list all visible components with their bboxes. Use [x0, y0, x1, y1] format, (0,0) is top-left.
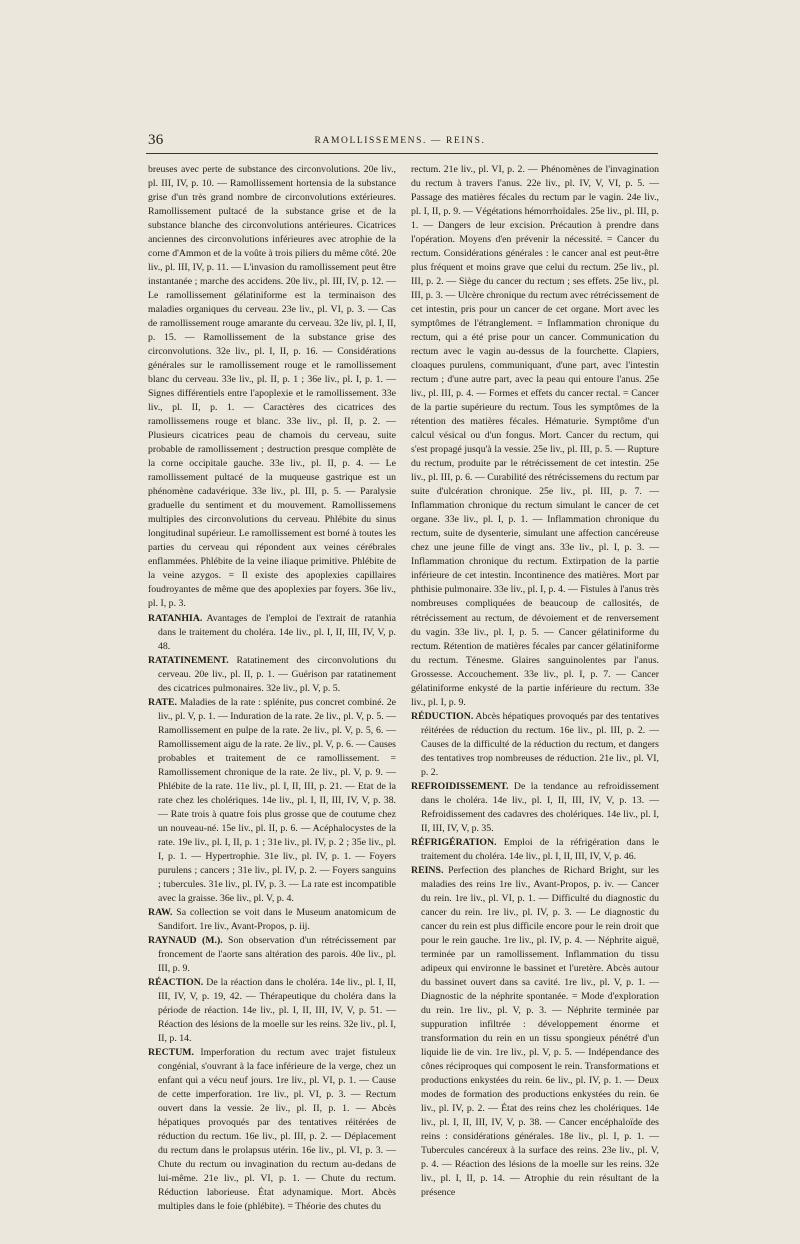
entry-raw — [148, 906, 396, 934]
page-number: 36 — [148, 132, 164, 148]
entry-head: RAYNAUD (M.). — [148, 934, 223, 946]
entry-head: RECTUM. — [148, 1046, 194, 1058]
entry-text: Abcès hépatiques provoqués par des tentatives réitérées de réduction du rectum. 16e liv., pl. III, p. 2. — Causes de la difficulté de la réduction du rectum, et dangers des tentatives trop nombreuses de réduction. 21e liv., pl. VI, p. 2. — [421, 710, 659, 778]
entry-text: breuses avec perte de substance des circonvolutions. 20e liv., pl. III, IV, p. 10. — Ramollissement hortensia de la substance grise d'un très grand nombre de circonvolutions extérieures. Ramollissement pultacé de la substance grise et de la substance blanche des circonvolutions antérieures. Cicatrices anciennes des circonvolutions inférieures avec atrophie de la corne d'Ammon et de la voûte à trois piliers du même côté. 20e liv., pl. III, IV, p. 11. — L'invasion du ramollissement peut être instantanée ; marche des accidens. 20e liv., pl. III, IV, p. 12. — Le ramollissement gélatiniforme est la terminaison des maladies organiques du cerveau. 23e liv., pl. VI, p. 3. — Cas de ramollissement rouge amarante du cerveau. 32e liv, pl. I, II, p. 15. — Ramollissement de la substance grise des circonvolutions. 32e liv., pl. I, II, p. 16. — Considérations générales sur le ramollissement rouge et le ramollissement blanc du cerveau. 33e liv., pl. II, p. 1 ; 36e liv., pl. I, p. 1. — Signes différentiels entre l'apoplexie et le ramollissement. 33e liv., pl. II, p. 1. — Caractères des cicatrices des ramollissemens rouge et blanc. 33e liv., pl. II, p. 2. — Plusieurs cicatrices peau de chamois du cerveau, suite probable de ramollissement ; destruction presque complète de la corne occipitale gauche. 33e liv., pl. II, p. 4. — Le ramollissement pultacé de la muqueuse gastrique est un phénomène cadavérique. 33e liv., pl. III, p. 5. — Paralysie graduelle du sentiment et du mouvement. Ramollissemens multiples des circonvolutions du cerveau. Phlébite du sinus longitudinal supérieur. Le ramollissement est borné à toutes les parties du cerveau qui répondent aux veines cérébrales enflammées. Phlébite de la veine iliaque primitive. Phlébite de la veine azygos. = Il existe des apoplexies capillaires foudroyantes de même que des apoplexies par foyers. 36e liv., pl. I, p. 3. — [148, 164, 396, 610]
entry-reduction — [411, 710, 659, 780]
entry-refroidissement — [411, 780, 659, 836]
entry-head: RAW. — [148, 906, 173, 918]
entry-head: REFROIDISSEMENT. — [411, 780, 509, 792]
entry-text: De la tendance au refroidissement dans le choléra. 14e liv., pl. I, II, III, IV, V, p. 13. — Refroidissement des cadavres des cholériques. 14e liv., pl. I, II, III, IV, V, p. 35. — [421, 780, 659, 834]
entry-ratanhia — [148, 612, 396, 654]
entry-text: Ratatinement des circonvolutions du cerveau. 20e liv., pl. II, p. 1. — Guérison par ratatinement des cicatrices pulmonaires. 32e liv., pl. V, p. 5. — [158, 654, 396, 694]
entry-head: RÉDUCTION. — [411, 710, 474, 722]
entry-text: Sa collection se voit dans le Museum anatomicum de Sandifort. 1re liv., Avant-Propos, p. iij. — [158, 906, 396, 932]
entry-continuation — [148, 163, 396, 612]
entry-raynaud — [148, 934, 396, 976]
entry-text: De la réaction dans le choléra. 14e liv., pl. I, II, III, IV, V, p. 19, 42. — Thérapeutique du choléra dans la période de réaction. 14e liv., pl. I, II, III, IV, V, p. 51. — Réaction des lésions de la moelle sur les reins. 32e liv., pl. I, II, p. 14. — [158, 976, 396, 1044]
entry-continuation — [411, 163, 659, 710]
entry-head: RATE. — [148, 696, 177, 708]
entry-reaction — [148, 976, 396, 1046]
entry-text: Avantages de l'emploi de l'extrait de ratanhia dans le traitement du choléra. 14e liv., pl. I, II, III, IV, V, p. 48. — [158, 612, 396, 652]
entry-text: Maladies de la rate : splénite, pus concret combiné. 2e liv., pl. V, p. 1. — Induration de la rate. 2e liv., pl. V, p. 5. — Ramollissement en pulpe de la rate. 2e liv., pl. V, p. 5, 6. — Ramollissement aigu de la rate. 2e liv., pl. V, p. 6. — Causes probables et traitement de ce ramollissement. = Ramollissement chronique de la rate. 2e liv., pl. V, p. 9. — Phlébite de la rate. 11e liv., pl. I, II, III, p. 21. — Etat de la rate chez les cholériques. 14e liv., pl. I, II, III, IV, V, p. 38. — Rate trois à quatre fois plus grosse que de coutume chez un nouveau-né. 15e liv., pl. II, p. 6. — Acéphalocystes de la rate. 19e liv., pl. I, II, p. 1 ; 31e liv., pl. IV, p. 2 ; 35e liv., pl. I, p. 1. — Hypertrophie. 31e liv., pl. IV, p. 1. — Foyers purulens ; cancers ; 31e liv., pl. IV, p. 2. — Foyers sanguins ; tubercules. 31e liv., pl. IV, p. 3. — La rate est incompatible avec la graisse. 36e liv., pl. V, p. 4. — [158, 696, 396, 904]
entry-text: Perfection des planches de Richard Bright, sur les maladies des reins 1re liv., Avant-Propos, p. iv. — Cancer du rein. 1re liv., pl. VI, p. 1. — Difficulté du diagnostic du cancer du rein. 1re liv., pl. IV, p. 3. — Le diagnostic du cancer du rein est plus difficile encore pour le rein droit que pour le rein gauche. 1re liv., pl. IV, p. 4. — Néphrite aiguë, terminée par un ramollissement. Inflammation du tissu adipeux qui environne le bassinet et l'uretère. Abcès autour du bassinet ouvert dans sa cavité. 1re liv., pl. V, p. 1. — Diagnostic de la néphrite spontanée. = Mode d'exploration du rein. 1re liv., pl. V, p. 3. — Néphrite terminée par suppuration infiltrée : développement énorme et transformation du rein en un tissu spongieux pénétré d'un liquide lie de vin. 1re liv., pl. V, p. 5. — Indépendance des cônes réciproques qui composent le rein. Transformations et productions enkystées du rein. 6e liv., pl. IV, p. 1. — Deux modes de formation des productions enkystées du rein. 6e liv., pl. IV, p. 2. — État des reins chez les cholériques. 14e liv., pl. I, II, III, IV, V, p. 38. — Cancer encéphaloïde des reins : considérations générales. 18e liv., pl. I, p. 1. — Tubercules cancéreux à la surface des reins. 23e liv., pl. V, p. 4. — Réaction des lésions de la moelle sur les reins. 32e liv., pl. I, II, p. 14. — Atrophie du rein résultant de la présence — [421, 864, 659, 1199]
entry-head: REINS. — [411, 864, 444, 876]
entry-rectum — [148, 1046, 396, 1214]
entry-text: Son observation d'un rétrécissement par froncement de l'aorte sans altération des parois. 40e liv., pl. III, p. 9. — [158, 934, 397, 974]
entry-head: RÉACTION. — [148, 976, 204, 988]
entry-text: Emploi de la réfrigération dans le traitement du choléra. 14e liv., pl. I, II, III, IV, V, p. 46. — [421, 836, 659, 862]
entry-refrigeration — [411, 836, 659, 864]
entry-head: RATANHIA. — [148, 612, 203, 624]
left-column — [148, 163, 396, 1214]
right-column — [411, 163, 659, 1200]
entry-head: RÉFRIGÉRATION. — [411, 836, 497, 848]
entry-text: Imperforation du rectum avec trajet fistuleux congénial, s'ouvrant à la face inférieure de la verge, chez un enfant qui a vécu neuf jours. 1re liv., pl. VI, p. 1. — Cause de cette imperforation. 1re liv., pl. VI, p. 3. — Rectum ouvert dans la vessie. 2e liv., pl. II, p. 1. — Abcès hépatiques provoqués par des tentatives réitérées de réduction du rectum. 16e liv., pl. III, p. 2. — Déplacement du rectum dans le prolapsus utérin. 16e liv., pl. VI, p. 3. — Chute du rectum ou invagination du rectum au-dedans de lui-même. 21e liv., pl. VI, p. 1. — Chute du rectum. Réduction laborieuse. État adynamique. Mort. Abcès multiples dans le foie (phlébite). = Théorie des chutes du — [158, 1046, 396, 1213]
entry-rate — [148, 696, 396, 906]
entry-ratatinement — [148, 654, 396, 696]
header-rule — [146, 153, 658, 154]
entry-reins — [411, 864, 659, 1200]
entry-text: rectum. 21e liv., pl. VI, p. 2. — Phénomènes de l'invagination du rectum à travers l'anus. 22e liv., pl. IV, V, VI, p. 5. — Passage des matières fécales du rectum par le vagin. 24e liv., pl. I, II, p. 9. — Végétations hémorrhoïdales. 25e liv., pl. III, p. 1. — Dangers de leur excision. Précaution à prendre dans l'opération. Moyens d'en prévenir la nécessité. = Cancer du rectum. Considérations générales : le cancer anal est peut-être plus fréquent et moins grave que celui du rectum. 25e liv., pl. III, p. 2. — Siège du cancer du rectum ; ses effets. 25e liv., pl. III, p. 3. — Ulcère chronique du rectum avec rétrécissement de cet intestin, pris pour un cancer de cet organe. Mort avec les symptômes de l'étranglement. = Inflammation chronique du rectum, qui a été prise pour un cancer. Communication du rectum avec le vagin au-dessus de la fourchette. Clapiers, cloaques purulens, communiquant, d'une part, avec l'intestin rectum ; d'une autre part, avec la peau qui entoure l'anus. 25e liv., pl. III, p. 4. — Formes et effets du cancer rectal. = Cancer de la partie supérieure du rectum. Tous les symptômes de la rétention des matières fécales. Hématurie. Symptôme d'un calcul vésical ou d'un fongus. Mort. Cancer du rectum, qui s'est propagé jusqu'à la vessie. 25e liv., pl. III, p. 5. — Rupture du rectum, produite par le rétrécissement de cet intestin. 25e liv., pl. III, p. 6. — Curabilité des rétrécissemens du rectum par suite d'ulcération chronique. 25e liv., pl. III, p. 7. — Inflammation chronique du rectum simulant le cancer de cet organe. 33e liv., pl. I, p. 1. — Inflammation chronique du rectum, suite de dysenterie, simulant une affection cancéreuse chez une jeune fille de vingt ans. 33e liv., pl. I, p. 3. — Inflammation chronique du rectum. Extirpation de la partie inférieure de cet intestin. Incontinence des matières. Mort par phthisie pulmonaire. 33e liv., pl. I, p. 4. — Fistules à l'anus très nombreuses compliquées de beaucoup de callosités, de rétrécissement au rectum, de dévoiement et de renversement du vagin. 33e liv., pl. I, p. 5. — Cancer gélatiniforme du rectum. Rétention de matières fécales par cancer gélatiniforme du rectum. Ténesme. Glaires sanguinolentes par l'anus. Grossesse. Accouchement. 33e liv., pl. I, p. 7. — Cancer gélatiniforme enkysté de la partie inférieure du rectum. 33e liv., pl. I, p. 9. — [411, 164, 659, 708]
entry-head: RATATINEMENT. — [148, 654, 229, 666]
running-head: RAMOLLISSEMENS. — REINS. — [314, 136, 486, 146]
